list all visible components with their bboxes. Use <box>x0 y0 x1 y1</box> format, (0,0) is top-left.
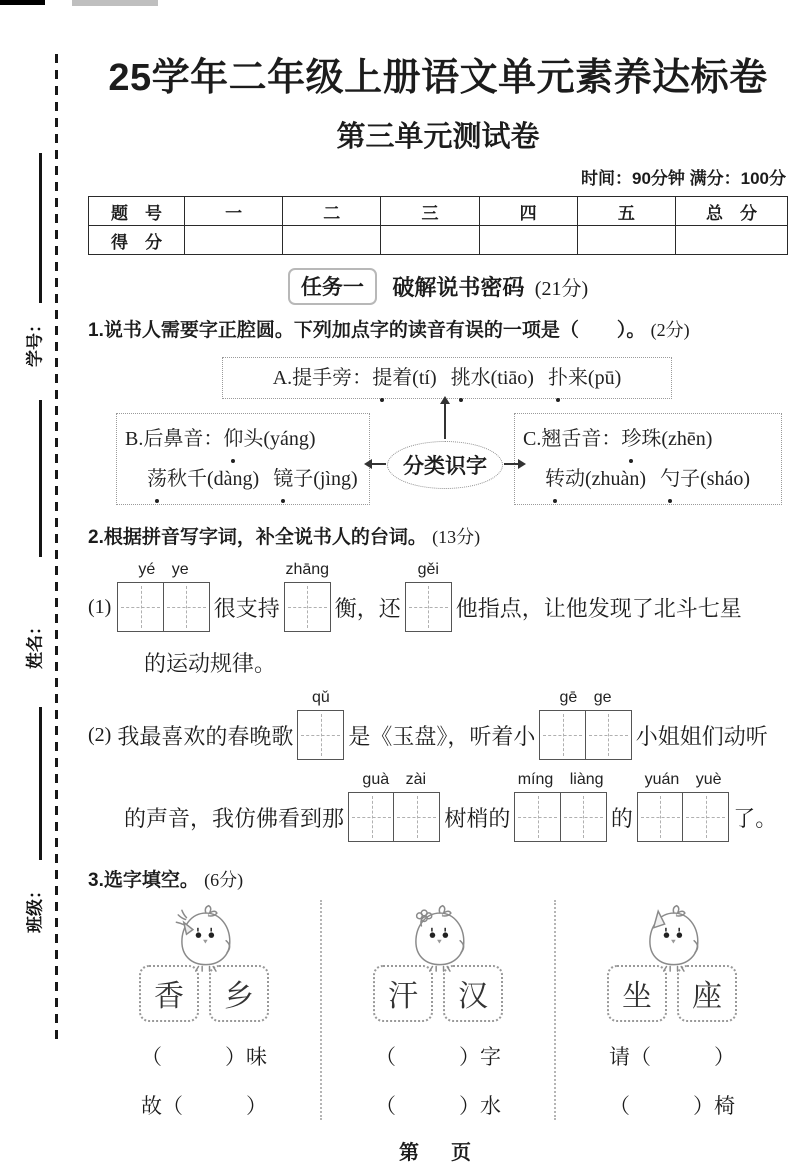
class-label: 班级： <box>25 882 45 933</box>
score-col-1: 一 <box>185 197 283 226</box>
score-cell-empty <box>185 226 283 255</box>
score-table <box>88 196 788 255</box>
emphasized-char: 扑 <box>548 358 568 398</box>
option-word: 挑水(tiāo) <box>451 367 534 389</box>
write-box <box>163 582 210 632</box>
party-hat-icon <box>654 911 665 928</box>
emphasized-char: 勺 <box>660 459 680 499</box>
q2-text-segment: 树梢的 <box>444 805 511 831</box>
option-box-c <box>514 413 782 505</box>
char-box-row <box>373 965 503 1022</box>
option-word: 勺子(sháo) <box>660 468 750 490</box>
option-prefix: B.后鼻音： <box>125 427 224 450</box>
write-box-group <box>297 689 344 760</box>
q1-points: (2分) <box>650 320 690 340</box>
option-box-b <box>116 413 370 505</box>
q3-group <box>88 900 320 1120</box>
score-cell-empty <box>676 226 788 255</box>
write-box-group <box>348 771 440 842</box>
q3-groups <box>88 900 788 1120</box>
q2-part1-continuation: 的运动规律。 <box>144 651 277 677</box>
fill-line: （ ）味 <box>141 1044 267 1069</box>
name-underline <box>39 400 42 557</box>
pinyin-label: míng liàng <box>517 771 604 789</box>
q2-text-segment: 他指点，让他发现了北斗七星 <box>455 595 742 621</box>
task1-badge: 任务一 <box>288 268 377 305</box>
write-box <box>405 582 452 632</box>
pinyin-label: guà zài <box>362 771 427 789</box>
q1-classification-diagram <box>88 357 788 509</box>
q1-stem <box>88 318 788 344</box>
exam-meta: 时间：90分钟 满分：100分 <box>581 169 786 188</box>
binding-dashed-line <box>55 54 58 1044</box>
q2-text-segment: 衡，还 <box>334 595 401 621</box>
score-cell-empty <box>479 226 577 255</box>
fill-line: 故（ ） <box>141 1093 267 1118</box>
write-box <box>117 582 164 632</box>
option-line <box>125 419 363 459</box>
bird-with-popper-icon <box>165 902 243 972</box>
arrow-up-icon <box>444 403 446 439</box>
write-box <box>682 792 729 842</box>
q2-part2-row1 <box>88 689 788 760</box>
write-box-group <box>514 771 606 842</box>
q3-group <box>554 900 788 1120</box>
q2-stem <box>88 525 788 551</box>
char-box: 乡 <box>209 965 269 1022</box>
emphasized-char: 挑 <box>451 358 471 398</box>
hub-ellipse: 分类识字 <box>387 441 503 489</box>
emphasized-char: 珍 <box>621 419 641 459</box>
option-word: 提着(tí) <box>372 367 436 389</box>
pinyin-label: gěi <box>417 561 439 579</box>
scan-artifact <box>72 0 158 6</box>
option-word: 转动(zhuàn) <box>545 468 646 490</box>
q2-text-segment: 是《玉盘》，听着小 <box>348 723 536 749</box>
fill-line: 请（ ） <box>609 1044 735 1069</box>
write-box <box>637 792 684 842</box>
write-box-group <box>117 561 209 632</box>
q2-part2-label: (2) <box>88 723 112 746</box>
fill-line: （ ）字 <box>375 1044 501 1069</box>
bird-with-hat-icon <box>633 902 711 972</box>
pinyin-label: zhāng <box>285 561 330 579</box>
name-label: 姓名： <box>25 618 45 669</box>
score-cell-empty <box>381 226 479 255</box>
pinyin-label: gē ge <box>559 689 612 707</box>
task1-banner <box>88 268 788 305</box>
emphasized-char: 仰 <box>223 419 243 459</box>
q2-text-segment: 我最喜欢的春晚歌 <box>117 723 294 749</box>
q2-text-segment: 很支持 <box>213 595 280 621</box>
student-no-underline <box>39 153 42 303</box>
option-word: 仰头(yáng) <box>223 428 315 450</box>
q1-stem-text: 1.说书人需要字正腔圆。下列加点字的读音有误的一项是（ ）。 <box>88 320 646 341</box>
option-line <box>545 459 775 499</box>
q2-part1-label: (1) <box>88 595 112 618</box>
score-col-2: 二 <box>283 197 381 226</box>
write-box <box>348 792 395 842</box>
option-prefix: A.提手旁： <box>272 366 373 389</box>
q2-part2-row2 <box>122 771 788 842</box>
write-box <box>560 792 607 842</box>
score-col-5: 五 <box>577 197 675 226</box>
char-box-row <box>607 965 737 1022</box>
q3-stem <box>88 868 788 894</box>
q2-text-segment: 了。 <box>733 805 778 831</box>
fill-line: （ ）水 <box>375 1093 501 1118</box>
arrow-left-icon <box>372 463 386 465</box>
option-word: 荡秋千(dàng) <box>147 468 259 490</box>
option-word: 镜子(jìng) <box>273 468 357 490</box>
char-box: 坐 <box>607 965 667 1022</box>
page-footer: 第 页 <box>399 1141 477 1164</box>
option-box-a <box>222 357 672 399</box>
option-line <box>523 419 775 459</box>
score-table-score-row <box>89 226 788 255</box>
q3-stem-text: 3.选字填空。 <box>88 870 199 892</box>
student-no-label: 学号： <box>25 316 45 367</box>
char-box-row <box>139 965 269 1022</box>
q2-points: (13分) <box>432 526 481 547</box>
fill-line: （ ）椅 <box>609 1093 735 1118</box>
write-box-group <box>284 561 331 632</box>
emphasized-char: 提 <box>372 358 392 398</box>
option-line <box>273 358 622 398</box>
write-box-group <box>539 689 631 760</box>
emphasized-char: 荡 <box>147 459 167 499</box>
char-box: 香 <box>139 965 199 1022</box>
option-prefix: C.翘舌音： <box>523 427 622 450</box>
page-title: 25学年二年级上册语文单元素养达标卷 <box>108 57 768 99</box>
task1-points: (21分) <box>534 278 589 300</box>
score-table-corner: 题 号 <box>89 197 185 226</box>
class-underline <box>39 707 42 860</box>
write-box-group <box>405 561 452 632</box>
score-row-label: 得 分 <box>89 226 185 255</box>
char-box: 座 <box>677 965 737 1022</box>
bird-with-flower-icon <box>399 902 477 972</box>
test-paper <box>88 46 788 1165</box>
option-word: 珍珠(zhēn) <box>621 428 712 450</box>
write-box <box>539 710 586 760</box>
option-line <box>147 459 363 499</box>
q2-text-segment: 的 <box>610 805 633 831</box>
write-box <box>585 710 632 760</box>
emphasized-char: 镜 <box>273 459 293 499</box>
score-table-header-row <box>89 197 788 226</box>
write-box <box>284 582 331 632</box>
q3-group <box>320 900 554 1120</box>
score-col-4: 四 <box>479 197 577 226</box>
scan-artifact <box>0 0 45 5</box>
task1-title: 破解说书密码 <box>392 275 525 300</box>
score-col-total: 总 分 <box>676 197 788 226</box>
write-box-group <box>637 771 729 842</box>
write-box <box>393 792 440 842</box>
write-box <box>297 710 344 760</box>
option-word: 扑来(pū) <box>548 367 621 389</box>
emphasized-char: 转 <box>545 459 565 499</box>
char-box: 汉 <box>443 965 503 1022</box>
pinyin-label: yuán yuè <box>644 771 722 789</box>
arrow-right-icon <box>504 463 518 465</box>
score-col-3: 三 <box>381 197 479 226</box>
q3-points: (6分) <box>204 870 244 891</box>
pinyin-label: qǔ <box>311 689 330 707</box>
char-box: 汗 <box>373 965 433 1022</box>
q2-text-segment: 小姐姐们动听 <box>635 723 768 749</box>
score-cell-empty <box>283 226 381 255</box>
pinyin-label: yé ye <box>138 561 189 579</box>
write-box <box>514 792 561 842</box>
q2-part1-row <box>88 561 788 632</box>
score-cell-empty <box>577 226 675 255</box>
q2-stem-text: 2.根据拼音写字词，补全说书人的台词。 <box>88 526 427 548</box>
q2-text-segment: 的声音，我仿佛看到那 <box>124 805 345 831</box>
page-subtitle: 第三单元测试卷 <box>336 121 540 153</box>
